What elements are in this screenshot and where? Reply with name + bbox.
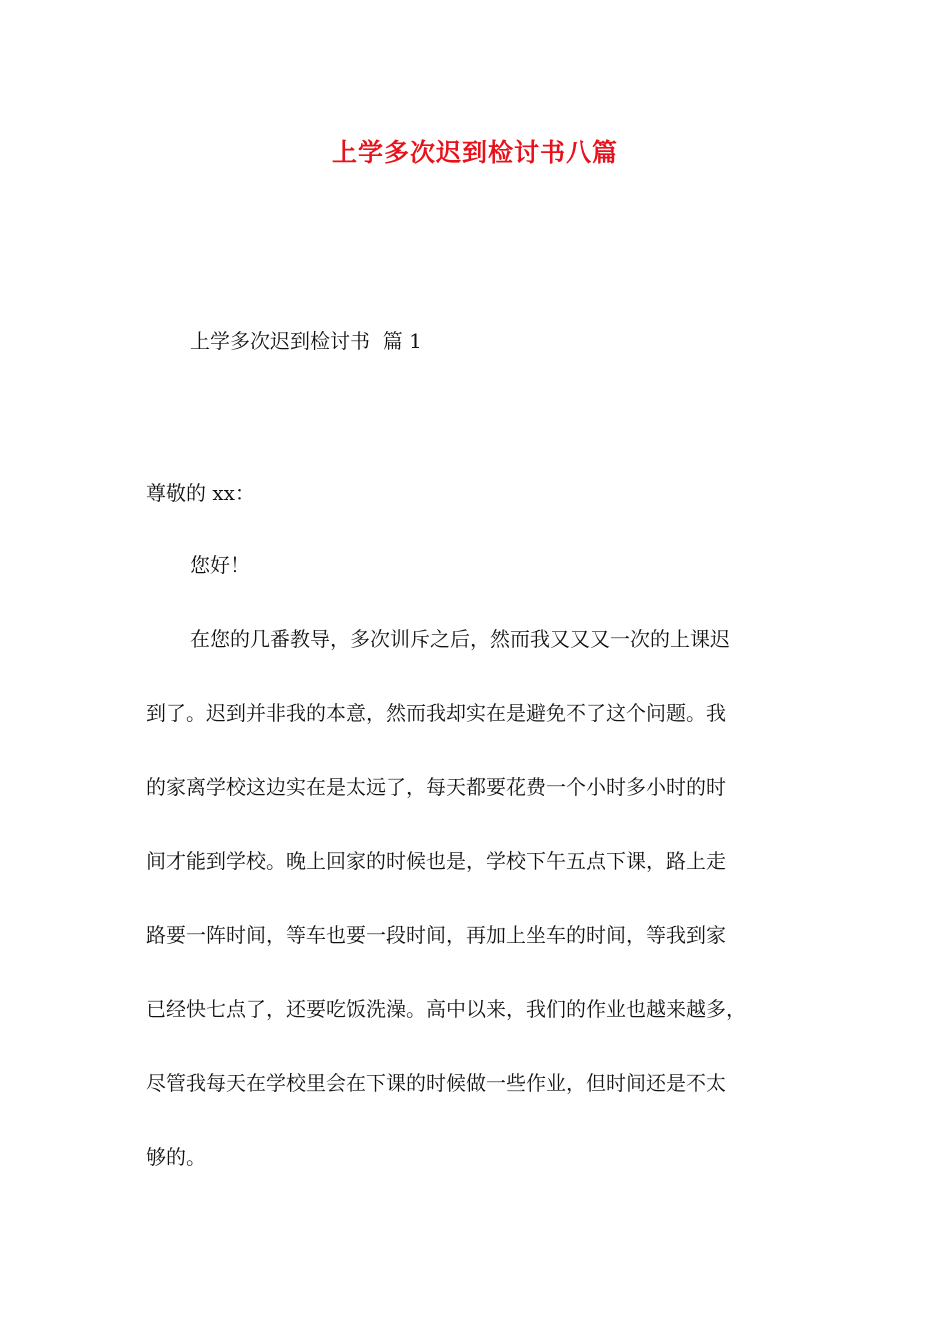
body-line: 够的。 bbox=[146, 1145, 206, 1169]
document-title: 上学多次迟到检讨书八篇 bbox=[331, 138, 618, 167]
body-line: 尽管我每天在学校里会在下课的时候做一些作业，但时间还是不太 bbox=[146, 1071, 726, 1095]
body-line: 已经快七点了，还要吃饭洗澡。高中以来，我们的作业也越来越多， bbox=[146, 997, 746, 1021]
body-line: 的家离学校这边实在是太远了，每天都要花费一个小时多小时的时 bbox=[146, 775, 726, 799]
body-line: 间才能到学校。晚上回家的时候也是，学校下午五点下课，路上走 bbox=[146, 849, 726, 873]
body-line: 在您的几番教导，多次训斥之后，然而我又又又一次的上课迟 bbox=[190, 627, 730, 651]
body-line: 到了。迟到并非我的本意，然而我却实在是避免不了这个问题。我 bbox=[146, 701, 726, 725]
body-paragraph bbox=[146, 624, 826, 1216]
section-heading: 上学多次迟到检讨书 篇 1 bbox=[190, 329, 422, 353]
greeting: 您好！ bbox=[190, 553, 250, 577]
salutation: 尊敬的 xx： bbox=[146, 481, 255, 505]
body-line: 路要一阵时间，等车也要一段时间，再加上坐车的时间，等我到家 bbox=[146, 923, 726, 947]
